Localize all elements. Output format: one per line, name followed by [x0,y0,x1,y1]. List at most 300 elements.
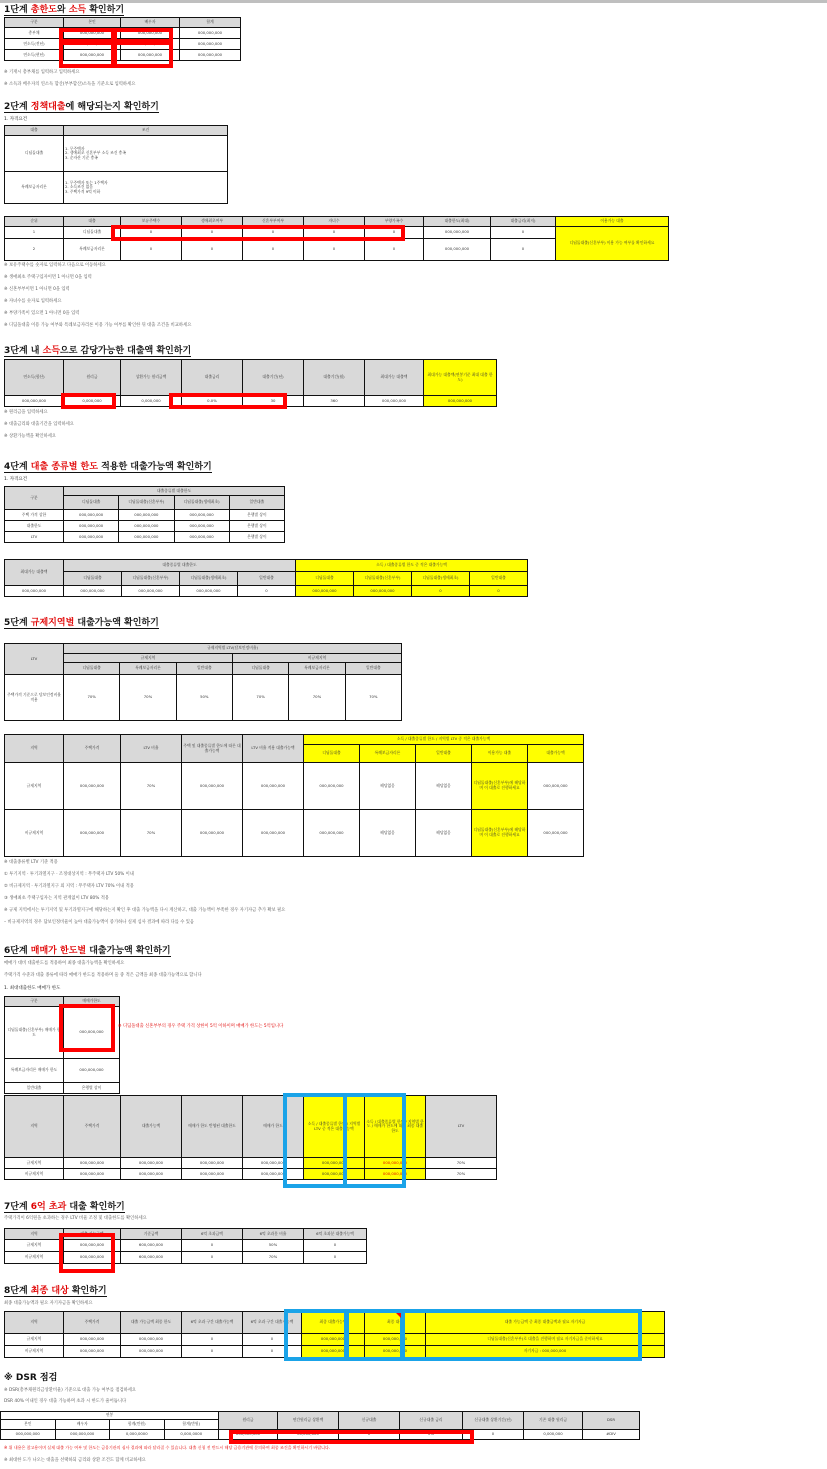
step6-subtitle: 1. 최대대출한도 매매가 한도 [4,986,61,991]
title-segment: 규제지역별 [30,618,75,628]
table-cell: 70% [232,675,288,721]
title-segment: 3단계 내 [4,346,43,356]
table-cell: 디딤돌대출(신혼부부)에 해당하며 이 대출로 진행하세요 [472,810,528,857]
table-header-cell: 최종 대상 [365,1312,426,1334]
table-header-cell: 구분 [5,487,64,510]
table-row [5,172,228,204]
table-header-cell: 합계 [180,18,241,28]
table-row [5,572,528,586]
table-row [5,763,584,810]
table-row [5,663,402,675]
title-segment: 대출 확인하기 [66,1202,125,1212]
table-row [5,136,228,172]
table-cell: 000,000,000 [64,1240,121,1252]
title-segment: 8단계 [4,1286,31,1296]
table-cell: 70% [345,675,401,721]
table-cell: 000,000,000 [121,28,180,39]
step2-note: ※ 자녀수를 숫자로 입력하세요 [4,299,62,304]
table-header-cell: 일반대출 [470,572,528,586]
table-cell: 000,000,000 [121,1158,182,1169]
title-segment: 4단계 [4,462,31,472]
table-header-cell: 디딤돌대출(생애최초) [412,572,470,586]
table-cell: 주택가격 기준으로 담보인정비율 적용 [5,675,64,721]
table-cell: 000,000,000 [55,1430,110,1440]
table-header-cell: 본인 [1,1420,56,1430]
table-header-cell: 대출기간(년) [243,360,304,396]
step2-note: ※ 보유주택수를 숫자로 입력하고 다음으로 이동하세요 [4,263,106,268]
table-cell: 000,000,000 [64,810,121,857]
table-cell: 0,000,000 [524,1430,583,1440]
table-cell: 0 [243,239,304,261]
table-cell: 은행별 상이 [229,532,284,543]
step3-note: ※ 대출금리와 대출기간을 입력하세요 [4,422,74,427]
table-header-cell: 본인 [64,18,121,28]
table-cell: 0 [182,1240,243,1252]
table-cell: 0 [339,1430,400,1440]
table-header-cell: 신규대출 금리 [400,1412,463,1430]
table-cell: 해당없음 [416,810,472,857]
table-cell: 000,000,000 [174,521,229,532]
table-header-cell: 신규대출 [339,1412,400,1430]
table-header-cell: 대출 [64,217,121,227]
table-header-cell: 연소득(합산) [5,360,64,396]
table-cell: 000,000,000 [304,763,360,810]
table-header-cell: 대출기간(월) [304,360,365,396]
title-segment: 5단계 [4,618,31,628]
dsr-footnote-2: ※ 최대한 도가 나오는 대출을 선택하되 금리와 상환 조건도 함께 비교하세요 [4,1458,146,1463]
highlight-box [229,1430,474,1444]
title-segment: 7단계 [4,1202,31,1212]
table-header-cell: 원리금 [219,1412,278,1430]
table-cell: 은행별 상이 [64,1083,120,1094]
table-cell: 000,000,000 [64,1334,121,1346]
table-cell: 000,000,000 [302,1346,365,1358]
table-cell: 0 [470,586,528,597]
table-header-cell: 구분 [5,997,64,1007]
table-header-cell: 대출종류별 대출한도 [64,560,296,572]
table-row [5,644,402,654]
table-header-cell: 매매가 한도 반영된 대출한도 [182,1096,243,1158]
table-header-cell: 디딤돌대출 [64,663,120,675]
table-header-cell: 지역 [5,735,64,763]
table-cell: 0,000,0000 [164,1430,219,1440]
table-row [1,1412,640,1420]
title-segment: 최종 대상 [30,1286,69,1296]
table-cell: 000,000,000 [1,1430,56,1440]
step2-criteria-table [4,125,228,204]
table-row [5,810,584,857]
table-row [5,126,228,136]
step3-note: ※ 원리금을 입력하세요 [4,410,48,415]
table-cell: 1. 무주택자 또는 1주택자 2. 소득조건 없음 3. 주택가격 9억 이하 [64,172,228,204]
comment-marker-icon [396,1313,401,1318]
table-cell: 000,000,000 [302,1334,365,1346]
table-cell: 000,000,000 [424,227,491,239]
highlight-box [59,41,115,68]
table-header-cell: 디딤돌대출 [232,663,288,675]
table-cell: 000,000,000 [365,1346,426,1358]
table-cell: 70% [64,675,120,721]
title-segment: 에 해당되는지 확인하기 [65,102,159,112]
table-cell: 1. 무주택자 2. 생애최초 신혼부부 소득 조건 충족 3. 순자산 기준 충족 [64,136,228,172]
table-header-cell: 대출가능액 [528,745,584,763]
table-header-cell: 이용가능 대출 [556,217,669,227]
title-segment: 확인하기 [68,1286,107,1296]
table-cell: 비규제지역 [5,1346,64,1358]
step2-result: 디딤돌대출(신혼부부) 이용 가능 여부를 확인하세요 [556,227,669,261]
table-header-cell: 규제지역 [64,654,233,663]
table-cell: 000,000,000 [64,1346,121,1358]
step1-note: ※ 기재시 총부채를 입력하고 입력하세요 [4,70,80,75]
step5-region-table [4,734,584,857]
highlight-box [59,1004,115,1052]
step6-line: 주택가격 수준과 대출 종류에 따라 매매가 한도를 적용하며 둘 중 적은 금액을 최종 대출가능액으로 합니다 [4,973,202,978]
table-cell: 50% [176,675,232,721]
table-cell: 비규제지역 [5,810,64,857]
table-header-cell: 디딤돌대출(생애최초) [174,496,229,510]
table-header-cell: 디딤돌대출(신혼부부) [119,496,174,510]
table-header-cell: 특례보금자리론 [289,663,345,675]
table-cell: 0 [182,1252,243,1264]
table-cell: 000,000,000 [365,1334,426,1346]
table-cell: 디딤돌대출(신혼부부)로 대출을 진행하며 필요 자기자금을 준비하세요 [426,1334,665,1346]
table-cell: 000,000,000 [180,50,241,61]
table-row [5,487,285,496]
table-header-cell: 생애최초여부 [182,217,243,227]
step5-note: ※ 규제 지역에서는 투기지역 및 투기과열지구에 해당하는지 확인 후 대출 가능액을 다시 계산하고, 대출 가능액이 부족한 경우 자기자금 추가 확보 필요 [4,908,286,913]
step6-final-table [4,1095,497,1180]
step2-subtitle: 1. 자격요건 [4,117,28,122]
table-cell: 0 [182,1334,243,1346]
table-cell: 000,000,000 [174,532,229,543]
step5-note: ③ 생애최초 주택구입자는 지역 관계없이 LTV 80% 적용 [4,896,110,901]
step8-line: 최종 대출가능액과 필요 자기자금을 확인하세요 [4,1301,93,1306]
top-bar [0,0,827,3]
step4-title [4,462,212,473]
table-header-cell: 소득 / 대출종류별 한도 / 지역별 한도 / 매매가 한도에 따른 최종 대출한도 [365,1096,426,1158]
table-header-cell: 부양가족수 [365,217,424,227]
table-header-cell: 주택 및 대출종류별 한도에 따른 대출가능액 [182,735,243,763]
table-cell: 000,000,000 [304,1169,365,1180]
table-cell: 000,000,000 [296,586,354,597]
table-row [5,735,584,745]
table-header-cell: 순위 [5,217,64,227]
table-cell: 주택 가격 상한 [5,510,64,521]
table-cell: 특례보금자리론 매매가 한도 [5,1059,64,1083]
table-header-cell: 일반대출 [238,572,296,586]
table-cell: 000,000,000 [64,1158,121,1169]
table-header-cell: 대출한도(최대) [424,217,491,227]
table-cell: 000,000,000 [64,50,121,61]
table-cell: 70% [121,810,182,857]
step2-note: ※ 생애최초 주택구입자이면 1 아니면 0을 입력 [4,275,92,280]
table-header-cell: 6억 초과 구간 대출가능액 [182,1312,243,1334]
table-cell: 해당없음 [360,810,416,857]
table-header-cell: 대출금리(최저) [491,217,556,227]
title-segment: 정책대출 [30,102,66,112]
step6-red-note: ※ 디딤돌대출 신혼부부의 경우 주택 가격 상한이 5억 이하이며 매매가 한도는 5억입니다 [118,1024,284,1029]
table-cell: 000,000,000 [64,28,121,39]
table-header-cell: 대출 가능금액 중 최종 대출금액과 필요 자기자금 [426,1312,665,1334]
table-cell: 자기자금 : 000,000,000 [426,1346,665,1358]
table-cell: 000,000,000 [182,763,243,810]
table-row [5,586,528,597]
table-header-cell: 연간원리금 상환액 [278,1412,339,1430]
table-header-cell: 합계(만원) [110,1420,165,1430]
table-cell: 000,000,000 [243,1158,304,1169]
table-cell: 000,000,000 [174,510,229,521]
table-cell: 000,000,000 [64,586,122,597]
table-cell: 000,000,000 [5,396,64,407]
table-cell: 0 [182,227,243,239]
table-header-cell: 6억 초과금액 [182,1229,243,1240]
table-header-cell: 배우자 [55,1420,110,1430]
table-cell: 디딤돌대출(신혼부부) 매매가 한도 [5,1007,64,1059]
table-cell: 특례보금자리론 [64,239,121,261]
table-cell: 디딤돌대출 [5,136,64,172]
table-row [5,560,528,572]
table-header-cell: 상환가능 원리금액 [121,360,182,396]
table-header-cell: 대출 [5,126,64,136]
table-header-cell: 주택가격 [64,1312,121,1334]
table-cell: 0 [304,1252,367,1264]
table-cell: 연소득(전년) [5,39,64,50]
step6-line: 매매가 대비 대출한도를 적용하여 최종 대출가능액을 확인하세요 [4,961,125,966]
table-cell: 0 [304,227,365,239]
step2-note: ※ 부양가족이 있으면 1 아니면 0을 입력 [4,311,80,316]
table-row [5,1083,120,1094]
table-cell: 000,000,000 [64,1007,120,1059]
table-header-cell: 합계(만원) [164,1420,219,1430]
step8-title [4,1286,107,1297]
table-cell: 0 [365,227,424,239]
title-segment: 매매가 한도별 [30,946,87,956]
table-cell: 70% [120,675,176,721]
table-cell: 000,000,000 [304,810,360,857]
title-segment: 와 [56,5,69,15]
table-cell: 0,000,000 [121,396,182,407]
table-cell: 000,000,000 [219,1430,278,1440]
table-cell: 000,000,000 [64,1252,121,1264]
title-segment: 6억 초과 [30,1202,67,1212]
table-cell: 600,000,000 [121,1240,182,1252]
table-row [5,1158,497,1169]
table-cell: 000,000,000 [64,521,119,532]
title-segment: 확인하기 [86,5,125,15]
table-cell: 000,000,000 [5,586,64,597]
table-header-cell: 디딤돌대출(신혼부부) [122,572,180,586]
title-segment: 소득 [68,5,87,15]
step1-title [4,5,124,16]
table-cell: 000,000,000 [121,1346,182,1358]
table-cell: 00,000,000 [278,1430,339,1440]
table-cell: 000,000,000 [64,39,121,50]
table-row [5,1096,497,1158]
table-cell: 70% [243,1252,304,1264]
table-cell: 600,000,000 [121,1252,182,1264]
table-row [5,1059,120,1083]
step4-subtitle: 1. 자격요건 [4,477,28,482]
table-cell: 000,000,000 [122,586,180,597]
table-cell: 총부채 [5,28,64,39]
highlight-box-blue [283,1093,347,1188]
step3-title [4,346,191,357]
table-cell: 000,000,000 [182,1158,243,1169]
table-cell: 은행별 상이 [229,510,284,521]
table-header-cell: 소득 / 대출종류별 한도 중 적은 대출가능액 [296,560,528,572]
step5-note: ② 비규제지역 · 투기과열지구 외 지역 : 무주택자 LTV 70% 이내 적용 [4,884,134,889]
table-cell: 2 [5,239,64,261]
step4-available-table [4,559,528,597]
table-cell: 50% [243,1240,304,1252]
table-cell: 0 [491,227,556,239]
table-cell: 일반대출 [5,1083,64,1094]
table-header-cell: 최종 대출가능액 [302,1312,365,1334]
table-header-cell: LTV 비율 적용 대출가능액 [243,735,304,763]
table-cell: 000,000,000 [180,39,241,50]
table-cell: 은행별 상이 [229,521,284,532]
table-row [5,654,402,663]
table-cell: 000,000,000 [121,39,180,50]
dsr-line: ※ DSR(총부채원리금상환비율) 기준으로 대출 가능 여부를 점검하세요 [4,1388,137,1393]
title-segment: 6단계 [4,946,31,956]
table-header-cell: 디딤돌대출 [64,496,119,510]
table-cell: 000,000,000 [424,396,497,407]
table-row [5,18,241,28]
table-header-cell: DSR [583,1412,640,1430]
table-row [5,510,285,521]
table-cell: 000,000,000 [365,1158,426,1169]
step3-note: ※ 상환가능액을 확인하세요 [4,434,56,439]
table-cell: 0 [463,1430,524,1440]
table-cell: 0,000,0000 [110,1430,165,1440]
table-cell: 대출한도 [5,521,64,532]
table-cell: 000,000,000 [121,1334,182,1346]
step2-note: ※ 신혼부부이면 1 아니면 0을 입력 [4,287,70,292]
table-cell: 000,000,000 [64,1169,121,1180]
table-cell: 000,000,000 [243,810,304,857]
table-header-cell: 기준금액 [121,1229,182,1240]
title-segment: 1단계 [4,5,31,15]
table-cell: 000,000,000 [243,1169,304,1180]
table-cell: 0 [121,239,182,261]
table-cell: 70% [121,763,182,810]
table-header-cell: 특례보금자리론 [360,745,416,763]
table-cell: 0 [491,239,556,261]
table-cell: 000,000,000 [119,521,174,532]
table-cell: 1 [5,227,64,239]
table-cell: 0 [238,586,296,597]
table-header-cell: 대출 가능금액 [64,1229,121,1240]
highlight-box-blue [401,1309,642,1361]
step5-title [4,618,159,629]
highlight-box-blue [284,1309,348,1361]
table-cell: 30 [243,396,304,407]
highlight-box [113,41,173,68]
table-cell: 0 [121,227,182,239]
table-cell: 000,000,000 [119,532,174,543]
table-header-cell: 신혼부부여부 [243,217,304,227]
title-segment: 2단계 [4,102,31,112]
table-cell: 000,000,000 [528,810,584,857]
step5-note: ① 투기지역 · 투기과열지구 · 조정대상지역 : 무주택자 LTV 50% 이내 [4,872,134,877]
table-cell: 0.0% [182,396,243,407]
table-header-cell: 원리금 [64,360,121,396]
title-segment: 총한도 [30,5,57,15]
step5-ltv-table [4,643,402,721]
step2-note: ※ 디딤돌대출 이용 가능 여부와 특례보금자리론 이용 가능 여부를 확인한 뒤 대출 조건을 비교하세요 [4,323,192,328]
table-cell: 0 [182,239,243,261]
table-header-cell: 주택가격 [64,1096,121,1158]
title-segment: 으로 감당가능한 대출액 확인하기 [60,346,192,356]
table-cell: 000,000,000 [64,1059,120,1083]
table-header-cell: 규제지역별 LTV(담보인정비율) [64,644,402,654]
highlight-box [59,1233,115,1273]
table-row [5,360,497,396]
title-segment: 대출가능액 확인하기 [86,946,171,956]
table-header-cell: 매매가 한도 [243,1096,304,1158]
table-cell: 70% [426,1169,497,1180]
table-header-cell: 일반대출 [345,663,401,675]
table-header-cell: 비규제지역 [232,654,401,663]
step1-note: ※ 소득과 배우자의 연소득 합산(부부합산)소득을 기준으로 입력하세요 [4,82,136,87]
table-header-cell: LTV [426,1096,497,1158]
table-header-cell: 매매가한도 [64,997,120,1007]
table-header-cell: 일반대출 [176,663,232,675]
table-cell: 000,000,000 [365,1169,426,1180]
table-cell: 000,000,000 [121,50,180,61]
table-cell: 70% [426,1158,497,1169]
table-header-cell: 연봉 [1,1412,219,1420]
table-header-cell: 최대가능 대출액 [365,360,424,396]
table-header-cell: LTV 비율 [121,735,182,763]
highlight-box [169,393,287,409]
dsr-title: ※ DSR 점검 [4,1373,58,1383]
title-segment: 소득 [42,346,61,356]
table-cell: 해당없음 [416,763,472,810]
table-cell: 000,000,000 [182,1169,243,1180]
table-cell: 000,000,000 [119,510,174,521]
table-header-cell: 일반대출 [229,496,284,510]
table-header-cell: 대출종류별 대출한도 [64,487,285,496]
table-header-cell: 일반대출 [416,745,472,763]
dsr-line: DSR 40% 이내인 경우 대출 가능하며 초과 시 한도가 줄어듭니다 [4,1399,127,1404]
table-cell: 디딤돌대출 [64,227,121,239]
table-cell: 0 [304,239,365,261]
table-cell: 연소득(현년) [5,50,64,61]
table-header-cell: 6억 초과분 비율 [243,1229,304,1240]
table-header-cell: 이용가능 대출 [472,745,528,763]
table-cell: 0 [412,586,470,597]
step4-limit-table [4,486,285,543]
table-cell: 규제지역 [5,763,64,810]
table-cell: 000,000,000 [365,396,424,407]
table-cell: 규제지역 [5,1240,64,1252]
highlight-box [111,225,405,241]
table-header-cell: 대출가능액 [121,1096,182,1158]
table-cell: 000,000,000 [354,586,412,597]
table-cell: 해당없음 [360,763,416,810]
title-segment: 적용한 대출가능액 확인하기 [97,462,212,472]
highlight-box-blue [343,1093,406,1188]
table-header-cell: 최대가능 대출액 [5,560,64,586]
table-header-cell: 소득 / 대출종류별 한도 / 지역별 LTV 중 적은 대출가능액 [304,735,584,745]
table-header-cell: 대출 가능금액 최종 한도 [121,1312,182,1334]
table-header-cell: 배우자 [121,18,180,28]
table-cell: 000,000,000 [180,28,241,39]
table-header-cell: 최대가능 대출액(연봉기준 최대 대출 한도) [424,360,497,396]
table-cell: 규제지역 [5,1334,64,1346]
